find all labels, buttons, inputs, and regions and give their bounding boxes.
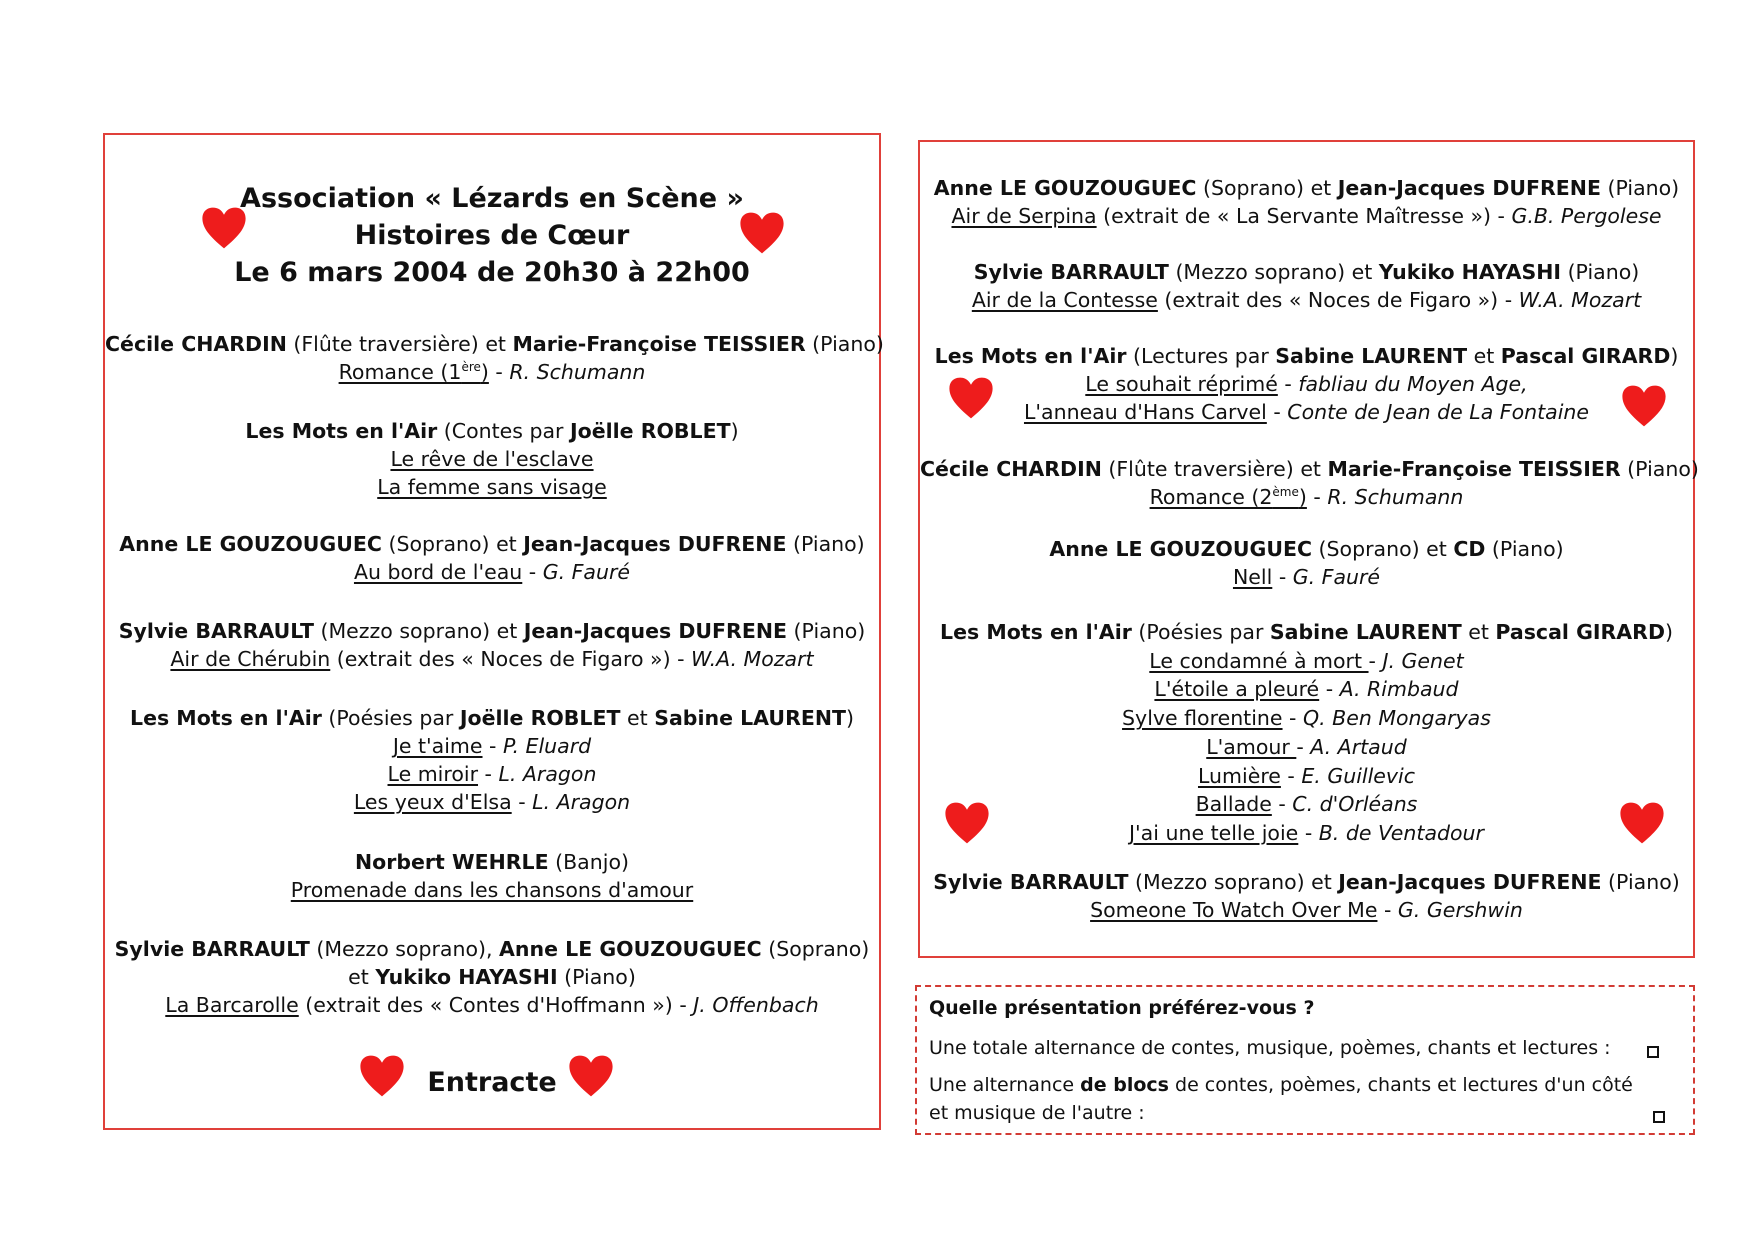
performer: Sylvie BARRAULT xyxy=(933,870,1129,894)
performer: Sabine LAURENT xyxy=(1269,620,1462,644)
checkbox-icon[interactable] xyxy=(1653,1111,1665,1123)
work-title: L'amour xyxy=(1206,734,1297,759)
poem-line: Lumière - E. Guillevic xyxy=(1197,763,1416,788)
act-block: Les Mots en l'Air (Poésies par Sabine LAURENT et Pascal GIRARD) Le condamné à mort - J. Genet L'étoile a pleuré - A. Rimbaud Sylve florentine - Q. Ben Mongaryas L'amour - A. Artaud Lumière - E. Guillevic Ballade - C. d'Orléans J'ai une telle joie - B. de Ventadour xyxy=(920,618,1693,848)
act-block: Anne LE GOUZOUGUEC (Soprano) et CD (Piano) Nell - G. Fauré xyxy=(1049,537,1564,589)
poem-line: Le condamné à mort - J. Genet xyxy=(1149,648,1464,673)
composer: R. Schumann xyxy=(1327,485,1464,509)
performer: Sylvie BARRAULT xyxy=(118,619,314,643)
survey-option-1: Une totale alternance de contes, musique, poèmes, chants et lectures : xyxy=(929,1037,1611,1059)
act-block: Anne LE GOUZOUGUEC (Soprano) et Jean-Jacques DUFRENE (Piano) Au bord de l'eau - G. Fauré xyxy=(119,532,865,584)
composer: W.A. Mozart xyxy=(1518,288,1642,312)
work-title: J'ai une telle joie xyxy=(1129,820,1299,845)
work-title: Air de Chérubin xyxy=(170,647,331,671)
performer: Norbert WEHRLE xyxy=(355,850,549,874)
work-title: Le souhait réprimé xyxy=(1085,372,1278,396)
work-title: Au bord de l'eau xyxy=(353,560,523,584)
work-title: La femme sans visage xyxy=(377,475,607,499)
performer: Sabine LAURENT xyxy=(654,706,846,730)
poem-line: L'étoile a pleuré - A. Rimbaud xyxy=(1154,677,1459,702)
work-title: Ballade xyxy=(1195,792,1272,817)
survey-option-2: Une alternance de blocs de contes, poèmes, chants et lectures d'un côté et musique de l'autre : xyxy=(929,1074,1633,1124)
composer: P. Eluard xyxy=(502,734,592,758)
composer: A. Artaud xyxy=(1310,734,1407,759)
work-title: Romance (1ère) xyxy=(338,360,489,384)
composer: L. Aragon xyxy=(498,762,597,786)
composer: A. Rimbaud xyxy=(1339,677,1459,702)
act-block: Norbert WEHRLE (Banjo) Promenade dans les chansons d'amour xyxy=(290,850,694,902)
composer: Q. Ben Mongaryas xyxy=(1302,706,1491,731)
poem-line: Ballade - C. d'Orléans xyxy=(1195,792,1418,817)
work-title: Le miroir xyxy=(387,762,479,786)
work-title: Romance (2ème) xyxy=(1149,485,1307,509)
composer: L. Aragon xyxy=(532,790,631,814)
event-title: Histoires de Cœur xyxy=(354,220,630,251)
work-title: Someone To Watch Over Me xyxy=(1090,898,1378,922)
performer: Pascal GIRARD xyxy=(1495,620,1665,644)
role: (Flûte traversière) et xyxy=(286,332,513,356)
poem-line: Sylve florentine - Q. Ben Mongaryas xyxy=(1122,706,1491,731)
composer: W.A. Mozart xyxy=(691,647,814,671)
performer: Les Mots en l'Air xyxy=(130,706,322,730)
work-title: Air de Serpina xyxy=(951,204,1097,228)
work-title: Lumière xyxy=(1197,763,1281,788)
event-header xyxy=(105,180,879,291)
composer: B. de Ventadour xyxy=(1318,820,1484,845)
left-program-panel xyxy=(103,133,884,1130)
performer: Cécile CHARDIN xyxy=(920,457,1102,481)
act-block: Cécile CHARDIN (Flûte traversière) et Marie-Françoise TEISSIER (Piano) Romance (2ème) - R. Schumann xyxy=(920,457,1699,509)
performer: Anne LE GOUZOUGUEC xyxy=(499,937,762,961)
composer: C. d'Orléans xyxy=(1292,792,1418,817)
work-title: Nell xyxy=(1232,565,1273,589)
work-title: Le rêve de l'esclave xyxy=(390,447,594,471)
composer: fabliau du Moyen Age, xyxy=(1298,372,1528,396)
work-title: Les yeux d'Elsa xyxy=(353,790,512,814)
performer: Cécile CHARDIN xyxy=(105,332,287,356)
performer: Jean-Jacques DUFRENE xyxy=(1337,176,1601,200)
right-program-panel xyxy=(918,140,1699,958)
work-title: Sylve florentine xyxy=(1122,706,1283,731)
performer: Anne LE GOUZOUGUEC xyxy=(1049,537,1313,561)
act-block: Cécile CHARDIN (Flûte traversière) et Marie-Françoise TEISSIER (Piano) Romance (1ère) - R. Schumann xyxy=(105,332,884,384)
performer: Marie-Françoise TEISSIER xyxy=(512,332,806,356)
performer: Les Mots en l'Air xyxy=(245,419,438,443)
performer: Joëlle ROBLET xyxy=(459,706,621,730)
composer: Conte de Jean de La Fontaine xyxy=(1287,400,1590,424)
performer: CD xyxy=(1453,537,1486,561)
performer: Les Mots en l'Air xyxy=(934,344,1127,368)
composer: G. Fauré xyxy=(542,560,631,584)
work-title: Le condamné à mort xyxy=(1149,648,1369,673)
performer: Jean-Jacques DUFRENE xyxy=(523,532,787,556)
work-title: Promenade dans les chansons d'amour xyxy=(290,878,694,902)
act-block: Sylvie BARRAULT (Mezzo soprano) et Jean-Jacques DUFRENE (Piano) Air de Chérubin (extrait des « Noces de Figaro ») - W.A. Mozart xyxy=(118,619,866,671)
act-block: Sylvie BARRAULT (Mezzo soprano), Anne LE GOUZOUGUEC (Soprano) et Yukiko HAYASHI (Piano) La Barcarolle (extrait des « Contes d'Hoffmann ») - J. Offenbach xyxy=(114,937,870,1017)
performer: Yukiko HAYASHI xyxy=(375,965,558,989)
role: (Piano) xyxy=(805,332,884,356)
work-title: L'étoile a pleuré xyxy=(1154,677,1320,702)
performer: Joëlle ROBLET xyxy=(570,419,731,443)
composer: G. Gershwin xyxy=(1397,898,1523,922)
act-block: Les Mots en l'Air (Lectures par Sabine LAURENT et Pascal GIRARD) Le souhait réprimé - fabliau du Moyen Age, L'anneau d'Hans Carvel - Conte de Jean de La Fontaine xyxy=(934,344,1679,424)
composer: J. Offenbach xyxy=(693,993,819,1017)
work-title: Air de la Contesse xyxy=(971,288,1158,312)
performer: Jean-Jacques DUFRENE xyxy=(1338,870,1602,894)
act-block: Les Mots en l'Air (Contes par Joëlle ROBLET) Le rêve de l'esclave La femme sans visage xyxy=(245,419,739,499)
composer: G. Fauré xyxy=(1292,565,1381,589)
association-title: Association « Lézards en Scène » xyxy=(240,183,744,214)
performer: Sylvie BARRAULT xyxy=(114,937,310,961)
composer: E. Guillevic xyxy=(1301,763,1416,788)
performer: Sabine LAURENT xyxy=(1275,344,1468,368)
work-title: L'anneau d'Hans Carvel xyxy=(1023,400,1267,424)
survey-title: Quelle présentation préférez-vous ? xyxy=(929,997,1315,1019)
survey-box xyxy=(915,985,1695,1135)
act-block: Les Mots en l'Air (Poésies par Joëlle ROBLET et Sabine LAURENT) Je t'aime - P. Eluard Le miroir - L. Aragon Les yeux d'Elsa - L. Aragon xyxy=(130,706,854,814)
performer: Anne LE GOUZOUGUEC xyxy=(933,176,1197,200)
poem-line: L'amour - A. Artaud xyxy=(1206,734,1407,759)
performer: Les Mots en l'Air xyxy=(940,620,1132,644)
performer: Pascal GIRARD xyxy=(1500,344,1671,368)
performer: Anne LE GOUZOUGUEC xyxy=(119,532,382,556)
composer: J. Genet xyxy=(1382,648,1464,673)
poem-line: J'ai une telle joie - B. de Ventadour xyxy=(1129,820,1484,845)
checkbox-icon[interactable] xyxy=(1647,1046,1659,1058)
event-date: Le 6 mars 2004 de 20h30 à 22h00 xyxy=(234,257,750,288)
composer: R. Schumann xyxy=(509,360,646,384)
composer: G.B. Pergolese xyxy=(1511,204,1662,228)
act-block: Sylvie BARRAULT (Mezzo soprano) et Yukiko HAYASHI (Piano) Air de la Contesse (extrait des « Noces de Figaro ») - W.A. Mozart xyxy=(971,260,1642,312)
performer: Yukiko HAYASHI xyxy=(1378,260,1562,284)
performer: Marie-Françoise TEISSIER xyxy=(1327,457,1621,481)
work-title: La Barcarolle xyxy=(165,993,299,1017)
act-block: Sylvie BARRAULT (Mezzo soprano) et Jean-Jacques DUFRENE (Piano) Someone To Watch Over Me - G. Gershwin xyxy=(933,870,1680,922)
act-block: Anne LE GOUZOUGUEC (Soprano) et Jean-Jacques DUFRENE (Piano) Air de Serpina (extrait de « La Servante Maîtresse ») - G.B. Pergolese xyxy=(933,176,1680,228)
work-title: Je t'aime xyxy=(392,734,483,758)
entracte-label: Entracte xyxy=(427,1067,557,1098)
performer: Jean-Jacques DUFRENE xyxy=(523,619,788,643)
performer: Sylvie BARRAULT xyxy=(973,260,1169,284)
